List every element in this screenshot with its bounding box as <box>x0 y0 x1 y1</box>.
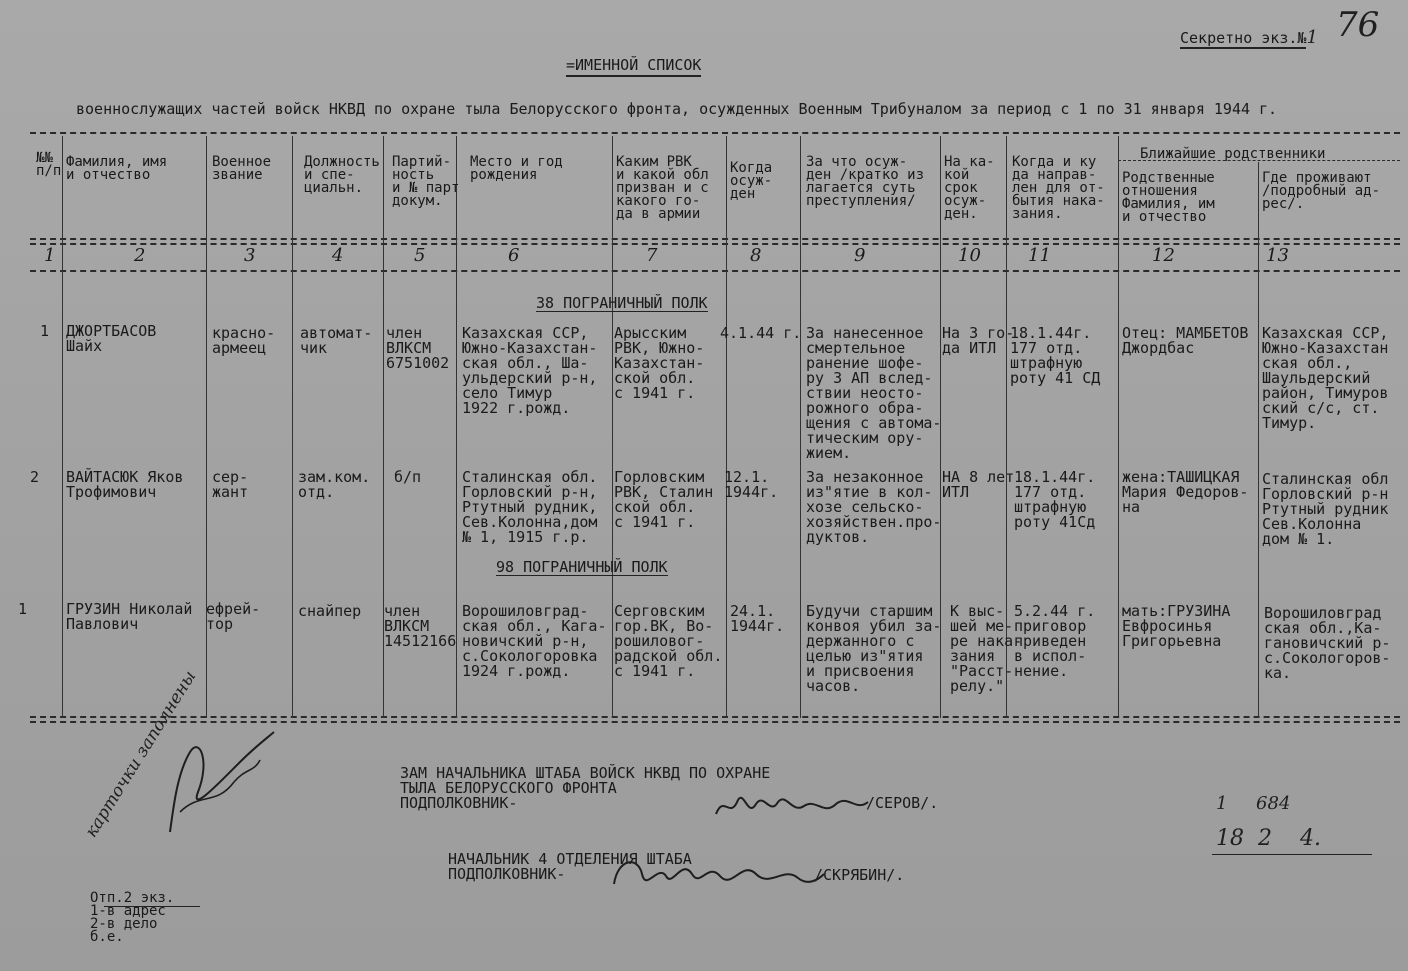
row-relative: Отец: МАМБЕТОВ Джордбас <box>1122 324 1249 357</box>
handwritten-signature-serov <box>712 786 872 826</box>
col-number: 9 <box>854 245 866 266</box>
row-party: член ВЛКСМ 14512166 <box>384 602 457 650</box>
col-number: 3 <box>244 245 256 266</box>
col-header-rvk: Каким РВК и какой обл призван и с какого го- да в армии <box>616 154 709 222</box>
col-number: 11 <box>1028 245 1051 266</box>
col-header-relatives-group: Ближайшие родственники <box>1140 146 1326 162</box>
signature-name-serov: /СЕРОВ/. <box>866 794 939 812</box>
col-number: 12 <box>1152 245 1175 266</box>
col-header-term: На ка- кой срок осуж- ден. <box>944 154 995 222</box>
col-header-crime: За что осуж- ден /кратко из лагается суть преступления/ <box>806 154 925 209</box>
col-header-sentence: Когда и ку да направ- лен для от- бытия нака- зания. <box>1012 154 1105 222</box>
col-number: 10 <box>958 245 981 266</box>
handwritten-signature-skryabin <box>608 844 828 900</box>
col-number: 8 <box>750 245 762 266</box>
row-relative: мать:ГРУЗИНА Евфросинья Григорьевна <box>1122 602 1231 650</box>
row-rvk: Серговским гор.ВК, Во- рошиловог- радской обл. с 1941 г. <box>614 602 723 680</box>
row-address: Сталинская обл Горловский р-н Ртутный рудник Сев.Колонна дом № 1. <box>1262 470 1389 548</box>
row-address: Ворошиловград ская обл.,Ка- гановичский р- с.Сокологоров- ка. <box>1264 604 1391 682</box>
row-birth: Ворошиловград- ская обл., Кага- новичский р-н, с.Сокологоровка 1924 г.рожд. <box>462 602 607 680</box>
col-header-address: Где проживают /подробный ад- рес/. <box>1262 170 1381 212</box>
header-rule-2 <box>30 243 1400 245</box>
col-number: 1 <box>44 245 56 266</box>
row-post: автомат- чик <box>300 324 373 357</box>
row-birth: Казахская ССР, Южно-Казахстан- ская обл., Ша- ульдерский р-н, село Тимур 1922 г.рожд. <box>462 324 598 417</box>
row-crime: Будучи старшим конвоя убил за- держанного с целью из"ятия и присвоения часов. <box>806 602 942 695</box>
signature-block-deputy-chief: ЗАМ НАЧАЛЬНИКА ШТАБА ВОЙСК НКВД ПО ОХРАНЕ ТЫЛА БЕЛОРУССКОГО ФРОНТА ПОДПОЛКОВНИК- <box>400 764 771 812</box>
col-divider <box>726 136 727 718</box>
col-number: 13 <box>1266 245 1289 266</box>
col-header-date: Когда осуж- ден <box>730 160 773 202</box>
row-rvk: Арысским РВК, Южно- Казахстан- ской обл. с 1941 г. <box>614 324 705 402</box>
signature-name-skryabin: /СКРЯБИН/. <box>814 866 905 884</box>
unit-heading: 98 ПОГРАНИЧНЫЙ ПОЛК <box>496 558 668 576</box>
row-sentence: 18.1.44г. 177 отд. штрафную роту 41Сд <box>1014 468 1096 531</box>
row-name: ДЖОРТБАСОВ Шайх <box>66 322 157 355</box>
document-subtitle: военнослужащих частей войск НКВД по охране тыла Белорусского фронта, осужденных Военным Трибуналом за период с 1 по 31 января 1944 г. <box>76 100 1278 118</box>
row-date: 24.1. 1944г. <box>730 602 785 635</box>
col-number: 2 <box>134 245 146 266</box>
archive-page-number: 76 <box>1336 5 1380 45</box>
row-relative: жена:ТАШИЦКАЯ Мария Федоров- на <box>1122 468 1249 516</box>
number-row-rule <box>30 270 1400 272</box>
row-number: 1 <box>40 322 50 340</box>
distribution-note: Отп.2 экз. 1-в адрес 2-в дело б.е. <box>90 890 175 945</box>
col-divider <box>612 136 613 718</box>
signature-block-section-chief: НАЧАЛЬНИК 4 ОТДЕЛЕНИЯ ШТАБА ПОДПОЛКОВНИК- <box>448 850 692 883</box>
row-rvk: Горловским РВК, Сталин ской обл. с 1941 г. <box>614 468 714 531</box>
row-name: ГРУЗИН Николай Павлович <box>66 600 193 633</box>
row-number: 1 <box>18 600 28 618</box>
unit-heading: 38 ПОГРАНИЧНЫЙ ПОЛК <box>536 294 708 312</box>
col-number: 7 <box>646 245 658 266</box>
row-rank: красно- армеец <box>212 324 276 357</box>
registration-number-top: 1 684 <box>1216 793 1291 814</box>
row-term: К выс- шей ме- ре нака- зания "Расст- релу." <box>950 602 1023 695</box>
row-date: 12.1. 1944г. <box>724 468 779 501</box>
col-number: 4 <box>332 245 344 266</box>
row-rank: ефрей- тор <box>206 600 261 633</box>
col-header-birth: Место и год рождения <box>470 154 563 183</box>
row-post: зам.ком. отд. <box>298 468 371 501</box>
col-header-rank: Военное звание <box>212 154 272 183</box>
row-term: НА 8 лет ИТЛ <box>942 468 1015 501</box>
header-rule-1 <box>30 238 1400 240</box>
col-header-number: №№ п/п <box>36 150 62 179</box>
col-header-name: Фамилия, имя и отчество <box>66 154 168 183</box>
row-number: 2 <box>30 468 40 486</box>
row-date: 4.1.44 г. <box>720 324 802 342</box>
row-post: снайпер <box>298 602 362 620</box>
col-divider <box>800 136 801 718</box>
row-term: На 3 го- да ИТЛ <box>942 324 1015 357</box>
row-address: Казахская ССР, Южно-Казахстан ская обл., Шаульдерский район, Тимуров ский с/с, ст. Тимур. <box>1262 324 1389 432</box>
col-divider <box>1258 162 1259 718</box>
col-header-party: Партий- ность и № парт докум. <box>392 154 460 209</box>
row-party: б/п <box>394 468 422 486</box>
registration-underline <box>1212 854 1372 855</box>
row-sentence: 18.1.44г. 177 отд. штрафную роту 41 СД <box>1010 324 1101 387</box>
table-bottom-rule-1 <box>30 716 1400 718</box>
secret-mark: Секретно экз.№1 <box>1180 27 1318 48</box>
row-rank: сер- жант <box>212 468 249 501</box>
row-name: ВАЙТАСЮК Яков Трофимович <box>66 468 184 501</box>
col-number: 6 <box>508 245 520 266</box>
row-crime: За нанесенное смертельное ранение шофе- ру 3 АП вслед- ствии неосто- рожного обра- щения с автома- тическим ору- жием. <box>806 324 942 462</box>
row-party: член ВЛКСМ 6751002 <box>386 324 450 372</box>
row-birth: Сталинская обл. Горловский р-н, Ртутный рудник, Сев.Колонна,дом № 1, 1915 г.р. <box>462 468 598 546</box>
col-header-relatives: Родственные отношения Фамилия, им и отчество <box>1122 170 1215 225</box>
row-sentence: 5.2.44 г. приговор приведен в испол- нение. <box>1014 602 1096 680</box>
handwritten-initials <box>150 722 280 842</box>
col-divider <box>292 136 293 718</box>
registration-number-bottom: 18 2 4. <box>1216 826 1321 851</box>
col-divider <box>1118 136 1119 718</box>
col-header-post: Должность и спе- циальн. <box>304 154 380 196</box>
distribution-underline <box>104 906 200 907</box>
margin-note: карточки заполнены <box>81 667 201 842</box>
table-top-rule <box>30 132 1400 134</box>
row-crime: За незаконное из"ятие в кол- хозе сельско- хозяйствен.про- дуктов. <box>806 468 942 546</box>
col-divider <box>62 136 63 718</box>
document-title: =ИМЕННОЙ СПИСОК <box>566 58 701 77</box>
col-number: 5 <box>414 245 426 266</box>
